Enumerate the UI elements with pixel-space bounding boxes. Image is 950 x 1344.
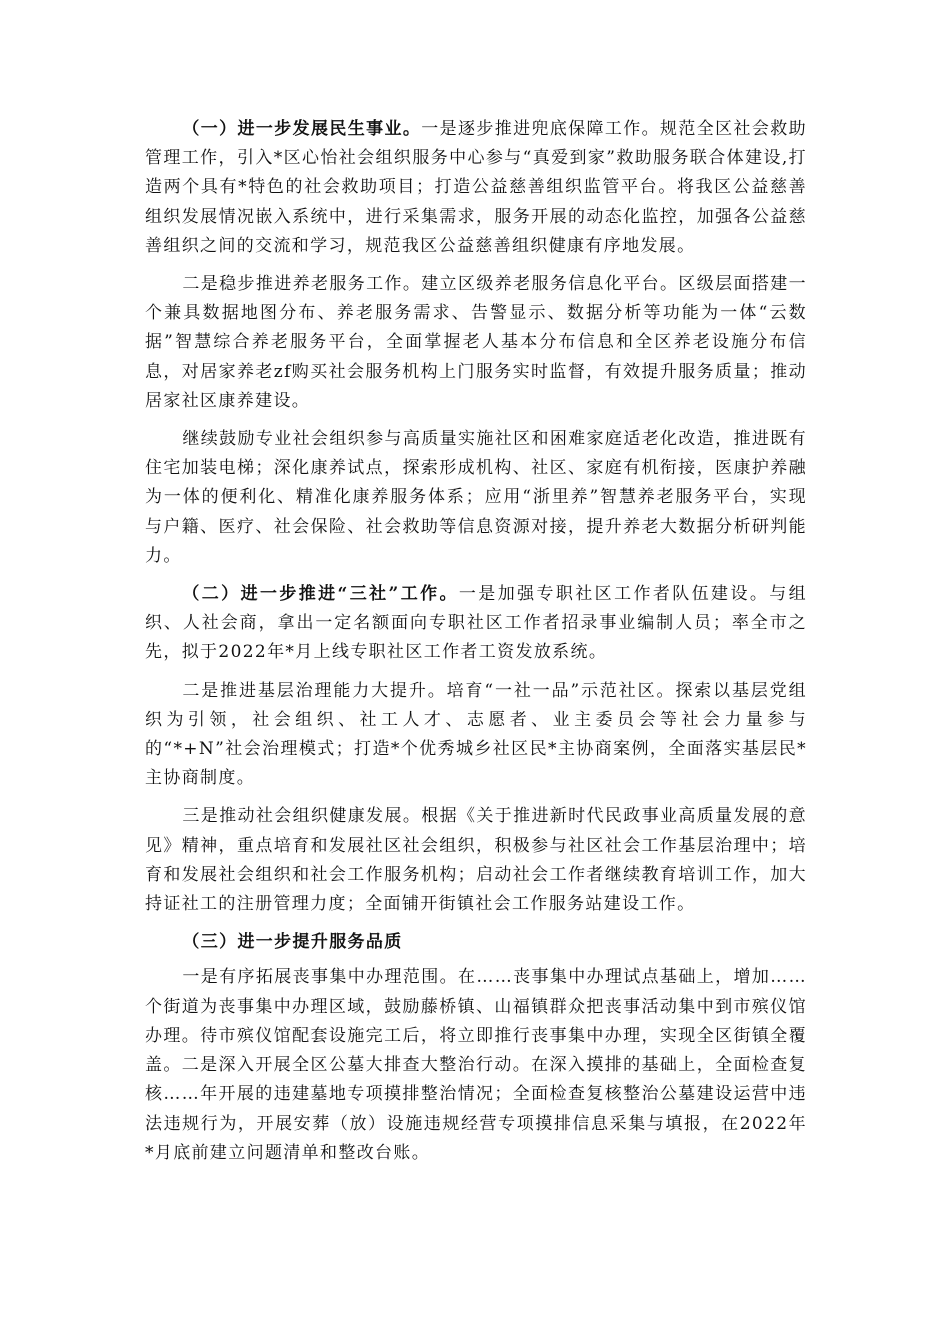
section-1-heading: （一）进一步发展民生事业。 — [182, 119, 422, 139]
section-3-heading: （三）进一步提升服务品质 — [182, 932, 403, 953]
section-2-paragraph-2: 二是推进基层治理能力大提升。培育“一社一品”示范社区。探索以基层党组织为引领，社会组织、社工人才、志愿者、业主委员会等社会力量参与的“*+N”社会治理模式；打造*个优秀城乡社区民*主协商案例，全面落实基层民*主协商制度。 — [145, 680, 807, 789]
section-1-paragraph-3: 继续鼓励专业社会组织参与高质量实施社区和困难家庭适老化改造，推进既有住宅加装电梯；深化康养试点，探索形成机构、社区、家庭有机衔接，医康护养融为一体的便利化、精准化康养服务体系；应用“浙里养”智慧养老服务平台，实现与户籍、医疗、社会保险、社会救助等信息资源对接，提升养老大数据分析研判能力。 — [145, 429, 807, 566]
document-page — [145, 115, 807, 1177]
section-2-paragraph-1-text: 一是加强专职社区工作者队伍建设。与组织、人社会商，拿出一定名额面向专职社区工作者招录事业编制人员；率全市之先，拟于2022年*月上线专职社区工作者工资发放系统。 — [145, 584, 807, 663]
section-1-intro-paragraph — [145, 115, 807, 261]
section-2-intro-paragraph — [145, 580, 807, 668]
section-1-paragraph-2: 二是稳步推进养老服务工作。建立区级养老服务信息化平台。区级层面搭建一个兼具数据地图分布、养老服务需求、告警显示、数据分析等功能为一体“云数据”智慧综合养老服务平台，全面掌握老人基本分布信息和全区养老设施分布信息，对居家养老zf购买社会服务机构上门服务实时监督，有效提升服务质量；推动居家社区康养建设。 — [145, 274, 807, 411]
section-3-paragraph-1: 一是有序拓展丧事集中办理范围。在……丧事集中办理试点基础上，增加……个街道为丧事集中办理区域，鼓励藤桥镇、山福镇群众把丧事活动集中到市殡仪馆办理。待市殡仪馆配套设施完工后，将立即推行丧事集中办理，实现全区街镇全覆盖。二是深入开展全区公墓大排查大整治行动。在深入摸排的基础上，全面检查复核……年开展的违建墓地专项摸排整治情况；全面检查复核整治公墓建设运营中违法违规行为，开展安葬（放）设施违规经营专项摸排信息采集与填报，在2022年*月底前建立问题清单和整改台账。 — [145, 967, 807, 1163]
section-2-paragraph-3: 三是推动社会组织健康发展。根据《关于推进新时代民政事业高质量发展的意见》精神，重点培育和发展社区社会组织，积极参与社区社会工作基层治理中；培育和发展社会组织和社会工作服务机构；启动社会工作者继续教育培训工作，加大持证社工的注册管理力度；全面铺开街镇社会工作服务站建设工作。 — [145, 806, 807, 915]
section-2-heading: （二）进一步推进“三社”工作。 — [182, 584, 459, 605]
section-1-paragraph-1-text: 一是逐步推进兜底保障工作。规范全区社会救助管理工作，引入*区心怡社会组织服务中心参与“真爱到家”救助服务联合体建设,打造两个具有*特色的社会救助项目；打造公益慈善组织监管平台。将我区公益慈善组织发展情况嵌入系统中，进行采集需求，服务开展的动态化监控，加强各公益慈善组织之间的交流和学习，规范我区公益慈善组织健康有序地发展。 — [145, 119, 807, 256]
